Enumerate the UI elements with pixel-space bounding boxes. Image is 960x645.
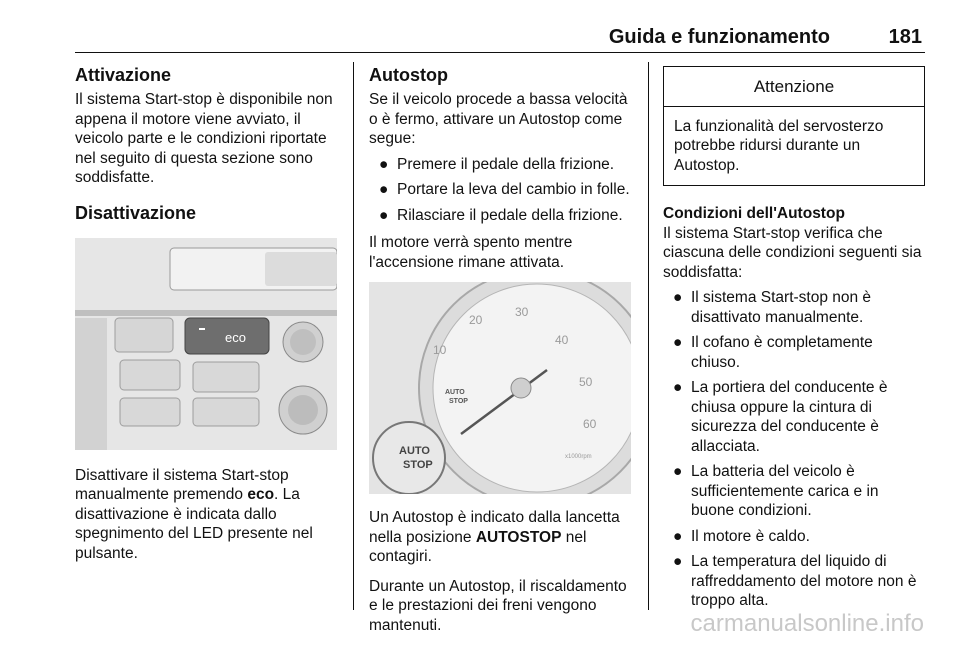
conditions-intro: Il sistema Start-stop verifica che ciascuna delle condizioni seguenti sia soddisfatta: <box>663 224 922 281</box>
page-number: 181 <box>888 26 922 48</box>
left-column <box>75 64 343 573</box>
autostop-caption-bold: AUTOSTOP <box>475 528 562 546</box>
list-item: ● Il sistema Start-stop non è disattivato manualmente. <box>673 289 872 326</box>
autostop-caption <box>369 508 635 567</box>
tick-40: 40 <box>555 333 569 347</box>
list-item: ● Il cofano è completamente chiuso. <box>673 334 873 371</box>
section-title: Guida e funzionamento <box>608 26 830 48</box>
autostop-caption-part2: nel contagiri. <box>369 528 587 565</box>
heading-disattivazione: Disattivazione <box>75 202 197 223</box>
eco-button-figure <box>75 238 337 450</box>
autostop-caption-2: Durante un Autostop, il riscaldamento e le prestazioni dei freni vengono mantenuti. <box>369 577 627 634</box>
dial-stop-label: STOP <box>449 398 468 405</box>
watermark: carmanualsonline.info <box>690 610 924 637</box>
middle-column <box>369 64 635 645</box>
tachometer-illustration <box>369 282 631 494</box>
autostop-caption-part1: Un Autostop è indicato dalla lancetta nella posizione <box>369 509 620 546</box>
console-illustration <box>75 238 337 450</box>
right-column <box>663 66 925 619</box>
list-item: ● Rilasciare il pedale della frizione. <box>379 206 623 224</box>
autostop-steps <box>369 155 635 226</box>
tick-30: 30 <box>515 305 529 319</box>
warning-title: Attenzione <box>664 67 924 107</box>
conditions-heading: Condizioni dell'Autostop <box>663 205 845 222</box>
eco-caption-part1: Disattivare il sistema Start-stop manualmente premendo <box>75 466 289 503</box>
tick-50: 50 <box>579 375 593 389</box>
column-divider-2 <box>648 62 649 610</box>
dial-auto-label: AUTO <box>445 389 465 396</box>
eco-caption-bold: eco <box>247 486 275 503</box>
tachometer-figure <box>369 282 631 494</box>
list-item: ● Il motore è caldo. <box>673 527 810 545</box>
list-item: ● La portiera del conducente è chiusa oppure la cintura di sicurezza del conducente è allacciata. <box>673 379 888 455</box>
autostop-intro: Se il veicolo procede a bassa velocità o è fermo, attivare un Autostop come segue: <box>369 91 628 147</box>
eco-caption-part2: . La disattivazione è indicata dallo spegnimento del LED presente nel pulsante. <box>75 486 313 562</box>
header-rule <box>75 52 925 53</box>
warning-box <box>663 66 925 186</box>
warning-text: La funzionalità del servosterzo potrebbe ridursi durante un Autostop. <box>674 117 884 174</box>
tick-10: 10 <box>433 343 447 357</box>
tick-20: 20 <box>469 313 483 327</box>
list-item: ● Portare la leva del cambio in folle. <box>379 181 630 198</box>
heading-attivazione: Attivazione <box>75 65 172 85</box>
heading-autostop: Autostop <box>369 65 448 85</box>
attivazione-text: Il sistema Start-stop è disponibile non appena il motore viene avviato, il veicolo parte e le condizioni riportate nel seguito di questa sezione sono soddisfatte. <box>75 91 333 186</box>
list-item: ● La temperatura del liquido di raffreddamento del motore non è troppo alta. <box>673 553 917 609</box>
list-item: ● La batteria del veicolo è sufficientemente carica e in buone condizioni. <box>673 463 879 519</box>
column-divider-1 <box>353 62 354 610</box>
magnified-stop-label: STOP <box>403 459 433 471</box>
eco-button-label: eco <box>225 329 246 345</box>
autostop-result: Il motore verrà spento mentre l'accensione rimane attivata. <box>369 234 573 271</box>
magnified-auto-label: AUTO <box>399 445 430 457</box>
eco-caption <box>75 466 343 564</box>
conditions-list <box>663 288 925 611</box>
rpm-unit: x1000rpm <box>565 454 592 460</box>
tick-60: 60 <box>583 417 597 431</box>
list-item: ● Premere il pedale della frizione. <box>379 155 615 173</box>
